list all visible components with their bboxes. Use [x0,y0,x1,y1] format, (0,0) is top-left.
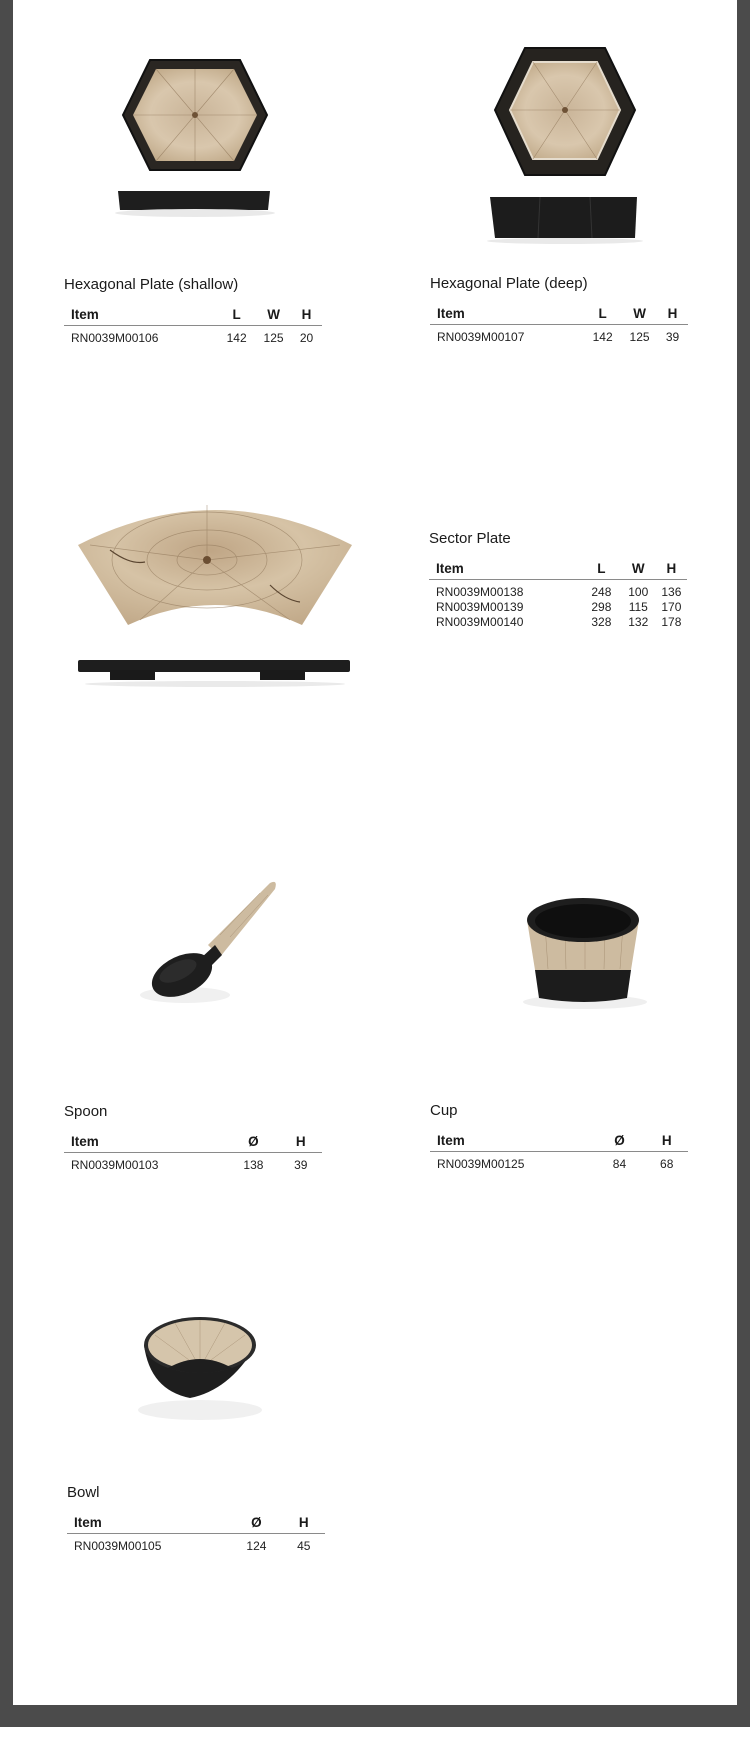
height-value: 170 [661,599,682,614]
height-value: 39 [665,329,680,344]
column-header-diameter: Ø [227,1133,279,1153]
column-header-length: L [217,306,256,326]
width-value: 115 [628,599,648,614]
item-code: RN0039M00140 [436,614,524,629]
column-header-height: H [283,1514,325,1534]
item-code: RN0039M00105 [74,1538,162,1553]
hexagonal-plate-shallow-image [110,55,280,240]
product-title: Cup [430,1102,458,1119]
spec-table [64,1133,322,1172]
column-header-item: Item [430,1132,593,1152]
item-code: RN0039M00139 [436,599,524,614]
table-row [430,325,688,345]
table-row [429,580,687,600]
item-code: RN0039M00138 [436,584,524,599]
spec-table [429,560,687,629]
spec-table [67,1514,325,1553]
frame-border-bottom [0,1705,750,1727]
diameter-value: 138 [243,1157,264,1172]
product-title: Bowl [67,1484,100,1501]
spoon-image [140,875,290,1015]
diameter-value: 124 [246,1538,267,1553]
width-value: 125 [629,329,650,344]
column-header-item: Item [430,305,583,325]
width-value: 100 [628,584,649,599]
column-header-height: H [657,305,688,325]
height-value: 39 [294,1157,308,1172]
spec-table [430,1132,688,1171]
table-row [67,1534,325,1554]
column-header-diameter: Ø [230,1514,282,1534]
height-value: 178 [661,614,682,629]
bowl-image [130,1310,280,1430]
column-header-width: W [622,305,657,325]
length-value: 142 [592,329,613,344]
spec-table [64,306,322,345]
item-code: RN0039M00103 [71,1157,159,1172]
length-value: 142 [226,330,247,345]
column-header-height: H [656,560,687,580]
width-value: 132 [628,614,649,629]
length-value: 298 [591,599,612,614]
column-header-item: Item [429,560,582,580]
product-title: Hexagonal Plate (shallow) [64,276,239,293]
spec-table [430,305,688,344]
height-value: 136 [661,584,682,599]
hexagonal-plate-deep-image [480,45,660,245]
column-header-item: Item [64,1133,227,1153]
frame-border-right [737,0,750,1727]
frame-border-left [0,0,13,1727]
column-header-width: W [256,306,291,326]
column-header-diameter: Ø [593,1132,645,1152]
column-header-item: Item [64,306,217,326]
height-value: 68 [660,1156,674,1171]
item-code: RN0039M00106 [71,330,159,345]
table-row [430,1152,688,1172]
length-value: 248 [591,584,612,599]
table-row [64,1153,322,1173]
table-row [64,326,322,346]
length-value: 328 [591,614,612,629]
height-value: 20 [299,330,314,345]
table-row [429,614,687,629]
product-title: Sector Plate [429,530,511,547]
product-title: Spoon [64,1103,108,1120]
product-title: Hexagonal Plate (deep) [430,275,588,292]
column-header-item: Item [67,1514,230,1534]
diameter-value: 84 [612,1156,627,1171]
column-header-height: H [280,1133,322,1153]
width-value: 125 [263,330,284,345]
column-header-length: L [582,560,621,580]
item-code: RN0039M00125 [437,1156,525,1171]
sector-plate-image [70,490,370,690]
column-header-width: W [621,560,656,580]
item-code: RN0039M00107 [437,329,525,344]
column-header-height: H [645,1132,688,1152]
cup-image [510,895,660,1015]
column-header-height: H [291,306,322,326]
table-row [429,599,687,614]
height-value: 45 [297,1538,311,1553]
column-header-length: L [583,305,622,325]
